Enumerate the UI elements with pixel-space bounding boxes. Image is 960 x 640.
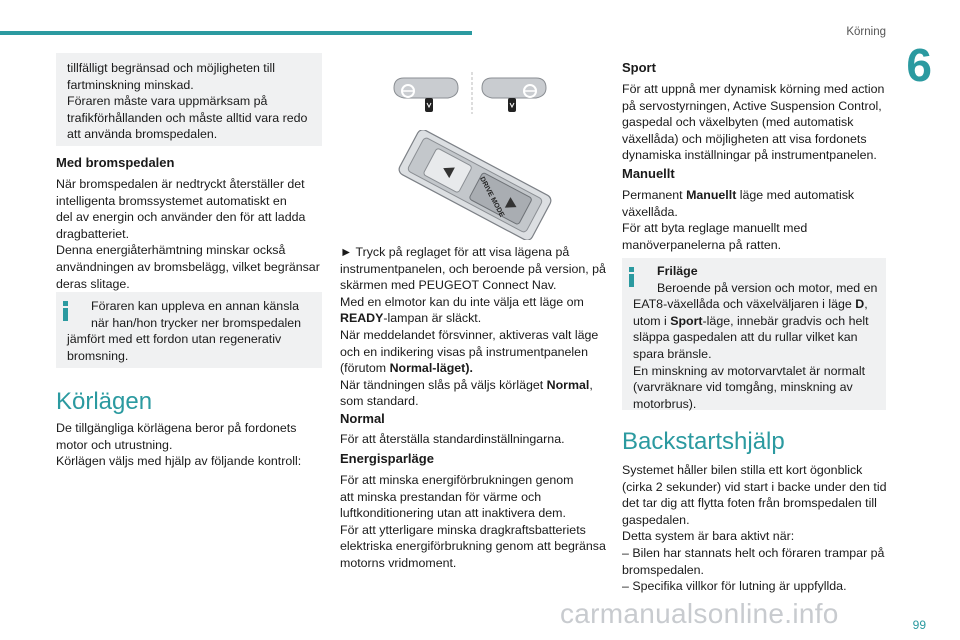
- steering-wheel-right-icon: [482, 78, 546, 112]
- paragraph-line: [340, 377, 593, 394]
- paragraph-line: dynamiska inställningar på instrumentpanelen.: [622, 148, 877, 163]
- paragraph-line: [340, 360, 473, 377]
- info-line: [633, 313, 869, 330]
- paragraph-line: [340, 310, 481, 327]
- info-line: spara bränsle.: [633, 347, 712, 361]
- text-part: läge med automatisk: [736, 188, 855, 202]
- paragraph-line: det tar dig att flytta foten från bromspedalen till: [622, 496, 877, 511]
- note-line: Föraren måste vara uppmärksam på: [67, 94, 268, 109]
- paragraph-line: – Specifika villkor för lutning är uppfyllda.: [622, 579, 847, 594]
- info-line: (varvräknare vid tomgång, minskning av: [633, 380, 853, 395]
- ready-text: -lampan är släckt.: [383, 311, 482, 326]
- paragraph-line: För att uppnå mer dynamisk körning med action: [622, 82, 885, 96]
- note-box-top: [56, 53, 322, 146]
- paragraph-line: som standard.: [340, 394, 419, 409]
- note-line: fartminskning minskad.: [67, 77, 194, 92]
- info-box-freewheel: [622, 258, 886, 410]
- info-line: Beroende på version och motor, med en: [657, 280, 878, 295]
- paragraph-line: deras slitage.: [56, 276, 130, 291]
- paragraph-line: intelligenta bromssystemet automatiskt en: [56, 193, 287, 208]
- paragraph-line: dragbatteriet.: [56, 226, 130, 241]
- paragraph-line: bromspedalen.: [622, 562, 704, 577]
- paragraph-line: att minska prestandan för värme och: [340, 489, 542, 504]
- note-line: tillfälligt begränsad och möjligheten till: [67, 61, 276, 75]
- ready-label: READY: [340, 311, 384, 326]
- text-part: ,: [864, 297, 868, 312]
- paragraph-line: [622, 187, 854, 204]
- paragraph-line: del av energin och använder den för att ladda: [56, 210, 306, 225]
- info-line: motorbrus).: [633, 396, 697, 411]
- text-part: utom i: [633, 313, 671, 328]
- paragraph-line: användningen av bromsbelägg, vilket begränsar: [56, 260, 320, 274]
- paragraph-line: gaspedalen.: [622, 512, 690, 527]
- text-part: När tändningen slås på väljs körläget: [340, 377, 547, 392]
- sport-label: Sport: [670, 313, 703, 328]
- heading-energy-saving: Energisparläge: [340, 451, 434, 466]
- info-line: släppa gaspedalen att du rullar vilket kan: [633, 330, 858, 345]
- info-icon: [63, 301, 68, 321]
- text-part: ,: [589, 377, 593, 392]
- steering-wheel-illustration: [390, 70, 550, 120]
- paragraph-line: luftkonditionering utan att inaktivera dem.: [340, 506, 566, 521]
- normal-mode-label: Normal-läget).: [389, 361, 473, 376]
- section-title: Körning: [846, 26, 886, 38]
- paragraph-line: För att ytterligare minska dragkraftsbatteriets: [340, 522, 586, 537]
- info-line: bromsning.: [67, 348, 129, 363]
- paragraph-line: För att byta reglage manuellt med: [622, 221, 808, 236]
- watermark: carmanualsonline.info: [560, 598, 839, 629]
- paragraph-line: elektriska energiförbrukning genom att begränsa: [340, 539, 606, 554]
- info-box-title: Friläge: [657, 264, 698, 278]
- page-number: 99: [912, 618, 926, 632]
- info-box-brake: [56, 292, 322, 368]
- text-part: (förutom: [340, 361, 390, 376]
- header-accent-bar: [0, 31, 472, 35]
- text-part: -läge, innebär gradvis och helt: [702, 313, 869, 328]
- paragraph-line: Denna energiåterhämtning minskar också: [56, 243, 286, 258]
- paragraph-line: manöverpanelerna på ratten.: [622, 237, 782, 252]
- info-line: [633, 296, 868, 313]
- heading-sport: Sport: [622, 60, 656, 75]
- paragraph-line: – Bilen har stannats helt och föraren trampar på: [622, 546, 885, 560]
- info-line: En minskning av motorvarvtalet är normalt: [633, 363, 866, 378]
- heading-manual: Manuellt: [622, 166, 675, 181]
- info-line: Föraren kan uppleva en annan känsla: [91, 299, 300, 313]
- drive-mode-label: DRIVE MODE: [478, 175, 506, 219]
- paragraph-line: och en indikering visas på instrumentpanelen: [340, 344, 588, 359]
- chapter-number: 6: [906, 39, 932, 91]
- paragraph-line: När bromspedalen är nedtryckt återställer det: [56, 177, 305, 191]
- paragraph-line: motor och utrustning.: [56, 437, 173, 452]
- text-part: EAT8-växellåda och växelväljaren i läge: [633, 297, 856, 312]
- paragraph-line: växellåda) och möjligheten att visa fordonets: [622, 131, 867, 146]
- drive-mode-switch-illustration: [390, 130, 560, 240]
- paragraph-line: (cirka 2 sekunder) vid start i backe under den tid: [622, 479, 887, 494]
- paragraph-line: När meddelandet försvinner, aktiveras valt läge: [340, 328, 599, 342]
- info-line: när han/hon trycker ner bromspedalen: [91, 315, 302, 330]
- paragraph-line: skärmen med PEUGEOT Connect Nav.: [340, 278, 557, 293]
- manual-label: Manuellt: [686, 188, 737, 202]
- gear-d-label: D: [855, 297, 865, 312]
- note-line: trafikförhållanden och måste alltid vara redo: [67, 110, 308, 125]
- heading-drive-modes: Körlägen: [56, 388, 153, 415]
- text-part: Permanent: [622, 188, 687, 202]
- paragraph-line: instrumentpanelen, och beroende på version, på: [340, 261, 606, 276]
- paragraph-line: på servostyrningen, Active Suspension Control,: [622, 98, 882, 113]
- heading-hill-start-assist: Backstartshjälp: [622, 428, 785, 455]
- paragraph-line: Körlägen väljs med hjälp av följande kontroll:: [56, 454, 302, 469]
- note-line: att använda bromspedalen.: [67, 127, 218, 142]
- heading-normal: Normal: [340, 411, 385, 426]
- paragraph-line: För att minska energiförbrukningen genom: [340, 473, 574, 487]
- paragraph-line: gaspedal och växelbyten (med automatisk: [622, 115, 854, 130]
- info-icon: [629, 267, 634, 287]
- paragraph-line: motorns vridmoment.: [340, 556, 457, 570]
- heading-brake-pedal: Med bromspedalen: [56, 155, 175, 170]
- paragraph-line: Systemet håller bilen stilla ett kort ögonblick: [622, 463, 863, 477]
- paragraph-line: För att återställa standardinställningarna.: [340, 432, 565, 446]
- paragraph-line: växellåda.: [622, 204, 678, 219]
- paragraph-line: ► Tryck på reglaget för att visa lägena på: [340, 245, 570, 259]
- paragraph-line: Med en elmotor kan du inte välja ett läge om: [340, 294, 584, 309]
- paragraph-line: Detta system är bara aktivt när:: [622, 529, 795, 544]
- info-line: jämfört med ett fordon utan regenerativ: [67, 332, 282, 347]
- paragraph-line: De tillgängliga körlägena beror på fordonets: [56, 421, 297, 435]
- steering-wheel-left-icon: [394, 78, 458, 112]
- normal-label: Normal: [546, 377, 590, 392]
